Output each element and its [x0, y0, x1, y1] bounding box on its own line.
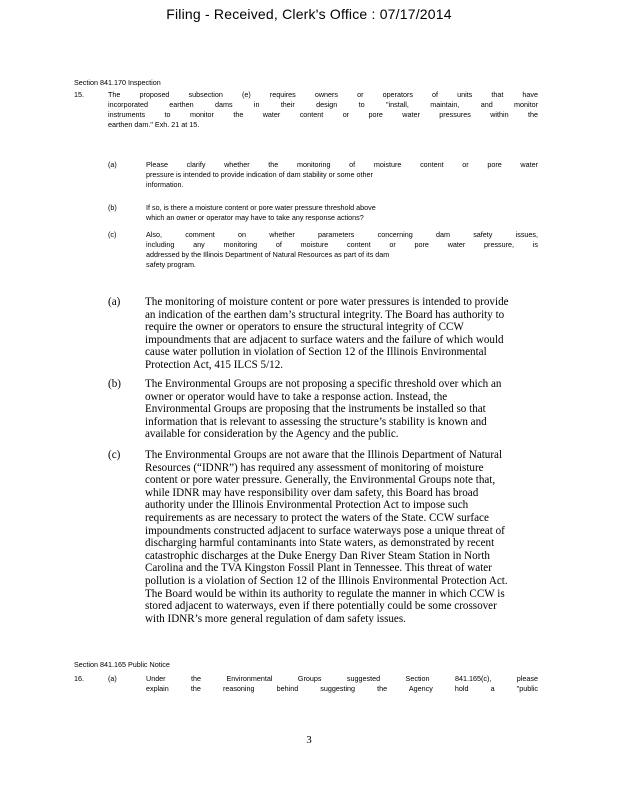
section-heading-841-170: Section 841.170 Inspection	[74, 78, 161, 87]
answer-line: impoundments that are adjacent to surface waters and the failure of which would	[145, 333, 504, 346]
answer-line: The Environmental Groups are not aware that the Illinois Department of Natural	[145, 449, 503, 461]
answer-line: Protection Act, 415 ILCS 5/12.	[145, 358, 284, 371]
question-15-text	[108, 90, 538, 130]
answer-line: requirements as are necessary to protect the waters of the State. CCW surface	[145, 511, 489, 524]
subquestion-line: safety program.	[146, 260, 196, 269]
answer-line: while IDNR may have responsibility over dam safety, this Board has broad	[145, 486, 479, 499]
answer-line: cause water pollution in violation of Section 12 of the Illinois Environmental	[145, 346, 487, 359]
answer-line: require the owner or operators to ensure the structural integrity of CCW	[145, 321, 464, 334]
answer-line: available for consideration by the Agency and the public.	[145, 428, 399, 441]
question-number-15: 15.	[74, 90, 84, 99]
subquestion-line: pressure is intended to provide indication of dam stability or some other	[146, 170, 373, 179]
subquestion-line: which an owner or operator may have to take any response actions?	[146, 213, 364, 222]
page-number: 3	[306, 734, 312, 746]
question-15-line: The proposed subsection (e) requires owners or operators of units that have	[108, 90, 538, 99]
answer-line: authority under the Illinois Environmental Protection Act to impose such	[145, 499, 469, 512]
subquestion-line: information.	[146, 180, 184, 189]
question-15-line: instruments to monitor the water content or pore water pressures within the	[108, 110, 538, 119]
subquestion-letter-a: (a)	[108, 160, 117, 169]
filing-stamp-header: Filing - Received, Clerk's Office : 07/17/2014	[166, 6, 452, 22]
subquestion-b-text	[146, 203, 538, 223]
answer-line: catastrophic discharges at the Duke Energy Dan River Steam Station in North	[145, 549, 490, 562]
answer-line: content or pore water pressure. Generally, the Environmental Groups note that,	[145, 474, 496, 487]
question-16-a-text	[146, 674, 538, 694]
answer-line: impoundments constructed adjacent to surface waterways pose a unique threat of	[145, 524, 505, 537]
question-15-line: earthen dam." Exh. 21 at 15.	[108, 120, 200, 129]
answer-line: Environmental Groups are proposing that the instruments be installed so that	[145, 403, 486, 416]
subquestion-line: addressed by the Illinois Department of Natural Resources as part of its dam	[146, 250, 390, 259]
subquestion-letter-b: (b)	[108, 203, 117, 212]
subquestion-c-text	[146, 230, 538, 270]
question-16-line: Under the Environmental Groups suggested Section 841.165(c), please	[146, 674, 538, 683]
subquestion-letter-c: (c)	[108, 230, 117, 239]
answer-line: discharging harmful contaminants into State waters, as demonstrated by recent	[145, 537, 495, 550]
answer-letter: (c)	[108, 449, 121, 461]
answer-letter: (b)	[108, 378, 121, 390]
answer-line: The Board would be within its authority to regulate the manner in which CCW is	[145, 587, 505, 600]
answer-line: pollution is a violation of Section 12 of the Illinois Environmental Protection Act.	[145, 574, 508, 587]
answer-line: The monitoring of moisture content or pore water pressures is intended to provide	[145, 296, 509, 308]
answer-letter: (a)	[108, 296, 121, 308]
answer-body	[145, 449, 588, 625]
answer-line: Resources (“IDNR”) has required any assessment of monitoring of moisture	[145, 461, 484, 474]
question-16-letter-a: (a)	[108, 674, 117, 683]
answer-line: owner or operator would have to take a response action. Instead, the	[145, 390, 448, 403]
answer-line: stored adjacent to waterways, even if there potentially could be some crossover	[145, 600, 497, 613]
question-16-line: explain the reasoning behind suggesting the Agency hold a "public	[146, 684, 538, 693]
answer-body	[145, 296, 588, 372]
subquestion-line: Also, comment on whether parameters concerning dam safety issues,	[146, 230, 538, 239]
answer-line: with IDNR’s more general regulation of dam safety issues.	[145, 612, 406, 625]
answer-line: information that is relevant to assessing the structure’s stability is known and	[145, 415, 487, 428]
subquestion-line: including any monitoring of moisture content or pore water pressure, is	[146, 240, 538, 249]
answer-line: The Environmental Groups are not proposing a specific threshold over which an	[145, 378, 502, 390]
section-heading-841-165: Section 841.165 Public Notice	[74, 660, 170, 669]
subquestion-a-text	[146, 160, 538, 190]
question-15-line: incorporated earthen dams in their design to "install, maintain, and monitor	[108, 100, 538, 109]
answer-line: Carolina and the TVA Kingston Fossil Plant in Tennessee. This threat of water	[145, 562, 492, 575]
subquestion-line: If so, is there a moisture content or pore water pressure threshold above	[146, 203, 376, 212]
subquestion-line: Please clarify whether the monitoring of moisture content or pore water	[146, 160, 538, 169]
answer-body	[145, 378, 588, 441]
answer-line: an indication of the earthen dam’s structural integrity. The Board has authority to	[145, 308, 505, 321]
question-number-16: 16.	[74, 674, 84, 683]
